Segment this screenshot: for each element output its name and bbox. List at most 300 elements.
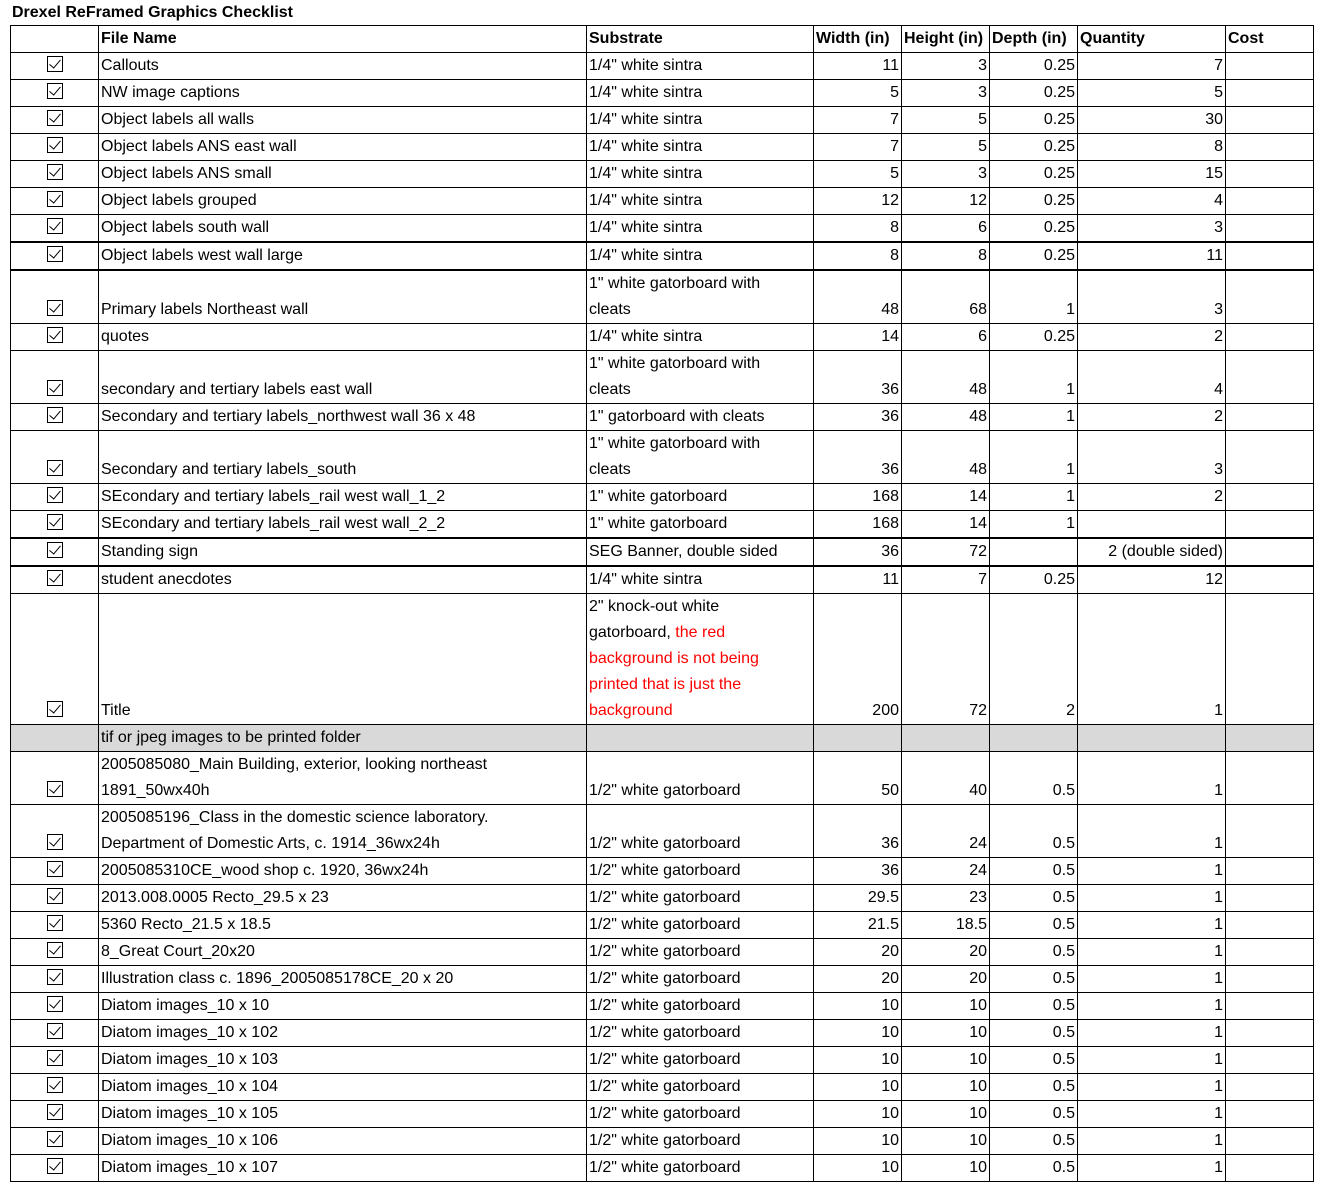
depth-cell: 0.5 bbox=[990, 912, 1078, 939]
file-name-cell: Diatom images_10 x 104 bbox=[99, 1074, 587, 1101]
substrate-cell: 1" white gatorboard bbox=[587, 511, 814, 539]
substrate-cell: 1/2" white gatorboard bbox=[587, 858, 814, 885]
quantity-cell: 1 bbox=[1078, 1047, 1226, 1074]
depth-cell: 0.5 bbox=[990, 1047, 1078, 1074]
height-cell: 10 bbox=[902, 1047, 990, 1074]
cost-cell bbox=[1226, 53, 1314, 80]
substrate-cell: 1/4" white sintra bbox=[587, 161, 814, 188]
table-row bbox=[11, 912, 1314, 939]
cost-cell bbox=[1226, 215, 1314, 243]
cost-cell bbox=[1226, 993, 1314, 1020]
width-cell: 36 bbox=[814, 805, 902, 858]
depth-cell bbox=[990, 538, 1078, 566]
checkbox-cell bbox=[11, 242, 99, 270]
table-row bbox=[11, 538, 1314, 566]
cost-cell bbox=[1226, 1047, 1314, 1074]
checked-checkbox-icon[interactable] bbox=[47, 861, 63, 877]
depth-cell: 0.25 bbox=[990, 161, 1078, 188]
quantity-cell: 1 bbox=[1078, 885, 1226, 912]
cost-cell bbox=[1226, 538, 1314, 566]
cost-cell bbox=[1226, 858, 1314, 885]
height-cell: 72 bbox=[902, 594, 990, 725]
width-cell: 20 bbox=[814, 966, 902, 993]
checkbox-cell bbox=[11, 80, 99, 107]
table-row bbox=[11, 752, 1314, 805]
checkbox-cell bbox=[11, 594, 99, 725]
table-row bbox=[11, 805, 1314, 858]
quantity-cell: 2 (double sided) bbox=[1078, 538, 1226, 566]
cost-cell bbox=[1226, 242, 1314, 270]
height-cell: 48 bbox=[902, 431, 990, 484]
height-cell: 7 bbox=[902, 566, 990, 594]
quantity-cell: 1 bbox=[1078, 966, 1226, 993]
checked-checkbox-icon[interactable] bbox=[47, 1023, 63, 1039]
substrate-cell: 1" white gatorboard bbox=[587, 484, 814, 511]
quantity-cell: 7 bbox=[1078, 53, 1226, 80]
quantity-cell: 2 bbox=[1078, 324, 1226, 351]
quantity-cell: 1 bbox=[1078, 1155, 1226, 1182]
checked-checkbox-icon[interactable] bbox=[47, 246, 63, 262]
file-name-cell-text: 2005085080_Main Building, exterior, looking northeast 1891_50wx40h bbox=[101, 756, 488, 799]
quantity-cell: 1 bbox=[1078, 858, 1226, 885]
table-row bbox=[11, 242, 1314, 270]
checkbox-cell bbox=[11, 538, 99, 566]
depth-cell: 0.5 bbox=[990, 939, 1078, 966]
table-row bbox=[11, 53, 1314, 80]
checked-checkbox-icon[interactable] bbox=[47, 191, 63, 207]
checked-checkbox-icon[interactable] bbox=[47, 1077, 63, 1093]
checkbox-cell bbox=[11, 161, 99, 188]
height-cell: 5 bbox=[902, 107, 990, 134]
checkbox-cell bbox=[11, 484, 99, 511]
checked-checkbox-icon[interactable] bbox=[47, 781, 63, 797]
table-row bbox=[11, 858, 1314, 885]
file-name-cell: Diatom images_10 x 107 bbox=[99, 1155, 587, 1182]
checked-checkbox-icon[interactable] bbox=[47, 83, 63, 99]
substrate-cell: 1/4" white sintra bbox=[587, 324, 814, 351]
width-cell: 10 bbox=[814, 993, 902, 1020]
table-row bbox=[11, 351, 1314, 404]
height-cell: 8 bbox=[902, 242, 990, 270]
table-row bbox=[11, 484, 1314, 511]
substrate-cell: 1/2" white gatorboard bbox=[587, 885, 814, 912]
width-cell: 12 bbox=[814, 188, 902, 215]
height-cell: 12 bbox=[902, 188, 990, 215]
width-cell: 36 bbox=[814, 431, 902, 484]
substrate-cell: 1/2" white gatorboard bbox=[587, 939, 814, 966]
height-cell: 10 bbox=[902, 1155, 990, 1182]
cost-cell bbox=[1226, 484, 1314, 511]
quantity-cell: 1 bbox=[1078, 1128, 1226, 1155]
height-cell: 10 bbox=[902, 1128, 990, 1155]
width-cell: 10 bbox=[814, 1101, 902, 1128]
checkbox-cell bbox=[11, 270, 99, 324]
substrate-cell: 1/2" white gatorboard bbox=[587, 752, 814, 805]
substrate-cell: 1/4" white sintra bbox=[587, 53, 814, 80]
quantity-cell: 1 bbox=[1078, 1074, 1226, 1101]
height-cell: 3 bbox=[902, 80, 990, 107]
file-name-cell: NW image captions bbox=[99, 80, 587, 107]
width-cell: 29.5 bbox=[814, 885, 902, 912]
height-cell: 20 bbox=[902, 966, 990, 993]
checked-checkbox-icon[interactable] bbox=[47, 1131, 63, 1147]
header-quantity: Quantity bbox=[1078, 26, 1226, 53]
height-cell: 40 bbox=[902, 752, 990, 805]
substrate-cell bbox=[587, 594, 814, 725]
group-empty-cell bbox=[814, 725, 902, 752]
header-height: Height (in) bbox=[902, 26, 990, 53]
checkbox-cell bbox=[11, 511, 99, 539]
table-row bbox=[11, 1020, 1314, 1047]
checked-checkbox-icon[interactable] bbox=[47, 218, 63, 234]
checkbox-cell bbox=[11, 993, 99, 1020]
cost-cell bbox=[1226, 404, 1314, 431]
checkbox-cell bbox=[11, 431, 99, 484]
header-file-name: File Name bbox=[99, 26, 587, 53]
checkbox-cell bbox=[11, 107, 99, 134]
file-name-cell: 8_Great Court_20x20 bbox=[99, 939, 587, 966]
depth-cell: 0.25 bbox=[990, 242, 1078, 270]
substrate-cell-text: 1" white gatorboard with cleats bbox=[589, 275, 761, 318]
checked-checkbox-icon[interactable] bbox=[47, 380, 63, 396]
height-cell: 20 bbox=[902, 939, 990, 966]
checked-checkbox-icon[interactable] bbox=[47, 460, 63, 476]
checked-checkbox-icon[interactable] bbox=[47, 834, 63, 850]
quantity-cell: 8 bbox=[1078, 134, 1226, 161]
cost-cell bbox=[1226, 1101, 1314, 1128]
table-row bbox=[11, 966, 1314, 993]
checked-checkbox-icon[interactable] bbox=[47, 969, 63, 985]
table-row-title bbox=[11, 594, 1314, 725]
table-row bbox=[11, 939, 1314, 966]
width-cell: 36 bbox=[814, 858, 902, 885]
checked-checkbox-icon[interactable] bbox=[47, 327, 63, 343]
checkbox-cell bbox=[11, 53, 99, 80]
checkbox-cell bbox=[11, 134, 99, 161]
table-row bbox=[11, 431, 1314, 484]
cost-cell bbox=[1226, 511, 1314, 539]
file-name-cell: Object labels all walls bbox=[99, 107, 587, 134]
file-name-cell: Diatom images_10 x 102 bbox=[99, 1020, 587, 1047]
file-name-cell: quotes bbox=[99, 324, 587, 351]
checked-checkbox-icon[interactable] bbox=[47, 407, 63, 423]
width-cell: 5 bbox=[814, 161, 902, 188]
substrate-cell: 1/4" white sintra bbox=[587, 188, 814, 215]
checked-checkbox-icon[interactable] bbox=[47, 1104, 63, 1120]
substrate-cell: 1/4" white sintra bbox=[587, 242, 814, 270]
depth-cell: 1 bbox=[990, 404, 1078, 431]
substrate-note bbox=[589, 594, 786, 724]
width-cell: 36 bbox=[814, 404, 902, 431]
header-check bbox=[11, 26, 99, 53]
cost-cell bbox=[1226, 270, 1314, 324]
width-cell: 10 bbox=[814, 1155, 902, 1182]
checkbox-cell bbox=[11, 858, 99, 885]
checkbox-cell bbox=[11, 966, 99, 993]
substrate-cell: 1/4" white sintra bbox=[587, 80, 814, 107]
depth-cell: 0.5 bbox=[990, 993, 1078, 1020]
table-row bbox=[11, 566, 1314, 594]
depth-cell: 0.5 bbox=[990, 1101, 1078, 1128]
substrate-cell: 1/2" white gatorboard bbox=[587, 1047, 814, 1074]
quantity-cell: 1 bbox=[1078, 912, 1226, 939]
checkbox-cell bbox=[11, 912, 99, 939]
substrate-cell: 1" gatorboard with cleats bbox=[587, 404, 814, 431]
group-row bbox=[11, 725, 1314, 752]
height-cell: 14 bbox=[902, 484, 990, 511]
height-cell: 18.5 bbox=[902, 912, 990, 939]
depth-cell: 0.5 bbox=[990, 1074, 1078, 1101]
checked-checkbox-icon[interactable] bbox=[47, 56, 63, 72]
table-row bbox=[11, 1128, 1314, 1155]
depth-cell: 0.5 bbox=[990, 1155, 1078, 1182]
quantity-cell: 4 bbox=[1078, 351, 1226, 404]
substrate-cell-text: 1" white gatorboard with cleats bbox=[589, 435, 761, 478]
table-row bbox=[11, 107, 1314, 134]
depth-cell: 1 bbox=[990, 511, 1078, 539]
depth-cell: 0.5 bbox=[990, 885, 1078, 912]
width-cell: 36 bbox=[814, 538, 902, 566]
quantity-cell: 3 bbox=[1078, 215, 1226, 243]
substrate-cell: 1/2" white gatorboard bbox=[587, 805, 814, 858]
checkbox-cell bbox=[11, 939, 99, 966]
file-name-cell: Primary labels Northeast wall bbox=[99, 270, 587, 324]
substrate-cell: 1/2" white gatorboard bbox=[587, 1020, 814, 1047]
width-cell: 10 bbox=[814, 1128, 902, 1155]
height-cell: 24 bbox=[902, 805, 990, 858]
checked-checkbox-icon[interactable] bbox=[47, 164, 63, 180]
table-row bbox=[11, 1101, 1314, 1128]
height-cell: 24 bbox=[902, 858, 990, 885]
height-cell: 68 bbox=[902, 270, 990, 324]
width-cell: 168 bbox=[814, 511, 902, 539]
file-name-cell bbox=[99, 805, 587, 858]
depth-cell: 0.25 bbox=[990, 566, 1078, 594]
substrate-cell: 1/2" white gatorboard bbox=[587, 966, 814, 993]
checked-checkbox-icon[interactable] bbox=[47, 110, 63, 126]
cost-cell bbox=[1226, 752, 1314, 805]
file-name-cell: Secondary and tertiary labels_south bbox=[99, 431, 587, 484]
depth-cell: 2 bbox=[990, 594, 1078, 725]
table-row bbox=[11, 511, 1314, 539]
substrate-cell bbox=[587, 351, 814, 404]
quantity-cell: 1 bbox=[1078, 1101, 1226, 1128]
width-cell: 21.5 bbox=[814, 912, 902, 939]
checked-checkbox-icon[interactable] bbox=[47, 137, 63, 153]
checked-checkbox-icon[interactable] bbox=[47, 1050, 63, 1066]
depth-cell: 0.25 bbox=[990, 107, 1078, 134]
file-name-cell: Standing sign bbox=[99, 538, 587, 566]
group-empty-cell bbox=[1226, 725, 1314, 752]
file-name-cell: student anecdotes bbox=[99, 566, 587, 594]
quantity-cell bbox=[1078, 511, 1226, 539]
checkbox-cell bbox=[11, 351, 99, 404]
file-name-cell: Diatom images_10 x 106 bbox=[99, 1128, 587, 1155]
file-name-cell: Object labels grouped bbox=[99, 188, 587, 215]
substrate-text: 2" knock-out white gatorboard, bbox=[589, 598, 720, 641]
checked-checkbox-icon[interactable] bbox=[47, 570, 63, 586]
file-name-cell: Secondary and tertiary labels_northwest wall 36 x 48 bbox=[99, 404, 587, 431]
checkbox-cell bbox=[11, 1074, 99, 1101]
file-name-cell: Illustration class c. 1896_2005085178CE_20 x 20 bbox=[99, 966, 587, 993]
width-cell: 10 bbox=[814, 1047, 902, 1074]
header-substrate: Substrate bbox=[587, 26, 814, 53]
substrate-cell-text: 1" white gatorboard with cleats bbox=[589, 355, 761, 398]
height-cell: 3 bbox=[902, 161, 990, 188]
depth-cell: 1 bbox=[990, 484, 1078, 511]
substrate-cell: 1/2" white gatorboard bbox=[587, 1128, 814, 1155]
table-row bbox=[11, 1047, 1314, 1074]
checkbox-cell bbox=[11, 215, 99, 243]
checkbox-cell bbox=[11, 1020, 99, 1047]
quantity-cell: 1 bbox=[1078, 805, 1226, 858]
quantity-cell: 3 bbox=[1078, 431, 1226, 484]
width-cell: 8 bbox=[814, 242, 902, 270]
checkbox-cell bbox=[11, 404, 99, 431]
cost-cell bbox=[1226, 566, 1314, 594]
substrate-cell bbox=[587, 270, 814, 324]
substrate-cell: 1/4" white sintra bbox=[587, 566, 814, 594]
cost-cell bbox=[1226, 1128, 1314, 1155]
cost-cell bbox=[1226, 594, 1314, 725]
cost-cell bbox=[1226, 188, 1314, 215]
table-row bbox=[11, 80, 1314, 107]
depth-cell: 0.25 bbox=[990, 215, 1078, 243]
header-row bbox=[11, 26, 1314, 53]
checked-checkbox-icon[interactable] bbox=[47, 542, 63, 558]
depth-cell: 0.25 bbox=[990, 134, 1078, 161]
red-note-text: the red background is not being printed that is just the background bbox=[589, 624, 759, 719]
quantity-cell: 1 bbox=[1078, 752, 1226, 805]
depth-cell: 1 bbox=[990, 351, 1078, 404]
group-empty-cell bbox=[902, 725, 990, 752]
width-cell: 10 bbox=[814, 1020, 902, 1047]
checkbox-cell bbox=[11, 188, 99, 215]
checkbox-cell bbox=[11, 1047, 99, 1074]
height-cell: 48 bbox=[902, 404, 990, 431]
checked-checkbox-icon[interactable] bbox=[47, 300, 63, 316]
table-row bbox=[11, 134, 1314, 161]
group-empty-cell bbox=[1078, 725, 1226, 752]
quantity-cell: 1 bbox=[1078, 939, 1226, 966]
quantity-cell: 15 bbox=[1078, 161, 1226, 188]
cost-cell bbox=[1226, 966, 1314, 993]
file-name-cell: 5360 Recto_21.5 x 18.5 bbox=[99, 912, 587, 939]
height-cell: 10 bbox=[902, 1101, 990, 1128]
header-width: Width (in) bbox=[814, 26, 902, 53]
file-name-cell: Callouts bbox=[99, 53, 587, 80]
quantity-cell: 2 bbox=[1078, 404, 1226, 431]
group-empty-cell bbox=[587, 725, 814, 752]
table-row bbox=[11, 885, 1314, 912]
depth-cell: 1 bbox=[990, 270, 1078, 324]
checkbox-cell bbox=[11, 752, 99, 805]
substrate-cell: 1/2" white gatorboard bbox=[587, 993, 814, 1020]
depth-cell: 0.5 bbox=[990, 1020, 1078, 1047]
header-cost: Cost bbox=[1226, 26, 1314, 53]
quantity-cell: 11 bbox=[1078, 242, 1226, 270]
table-row bbox=[11, 188, 1314, 215]
checkbox-cell bbox=[11, 1128, 99, 1155]
height-cell: 14 bbox=[902, 511, 990, 539]
file-name-cell: Object labels ANS east wall bbox=[99, 134, 587, 161]
cost-cell bbox=[1226, 324, 1314, 351]
cost-cell bbox=[1226, 134, 1314, 161]
substrate-cell: 1/2" white gatorboard bbox=[587, 1155, 814, 1182]
height-cell: 5 bbox=[902, 134, 990, 161]
file-name-cell: Object labels west wall large bbox=[99, 242, 587, 270]
width-cell: 11 bbox=[814, 53, 902, 80]
depth-cell: 0.5 bbox=[990, 966, 1078, 993]
group-empty-cell bbox=[990, 725, 1078, 752]
group-label: tif or jpeg images to be printed folder bbox=[99, 725, 587, 752]
checked-checkbox-icon[interactable] bbox=[47, 487, 63, 503]
quantity-cell: 1 bbox=[1078, 993, 1226, 1020]
file-name-cell: Diatom images_10 x 10 bbox=[99, 993, 587, 1020]
sheet-title: Drexel ReFramed Graphics Checklist bbox=[12, 4, 294, 21]
width-cell: 48 bbox=[814, 270, 902, 324]
width-cell: 200 bbox=[814, 594, 902, 725]
width-cell: 20 bbox=[814, 939, 902, 966]
depth-cell: 0.25 bbox=[990, 188, 1078, 215]
checkbox-cell bbox=[11, 324, 99, 351]
checked-checkbox-icon[interactable] bbox=[47, 888, 63, 904]
file-name-cell: Diatom images_10 x 105 bbox=[99, 1101, 587, 1128]
quantity-cell: 4 bbox=[1078, 188, 1226, 215]
depth-cell: 0.25 bbox=[990, 80, 1078, 107]
width-cell: 50 bbox=[814, 752, 902, 805]
checkbox-cell bbox=[11, 805, 99, 858]
width-cell: 14 bbox=[814, 324, 902, 351]
checked-checkbox-icon[interactable] bbox=[47, 942, 63, 958]
checked-checkbox-icon[interactable] bbox=[47, 514, 63, 530]
table-row bbox=[11, 161, 1314, 188]
cost-cell bbox=[1226, 805, 1314, 858]
file-name-cell: 2005085310CE_wood shop c. 1920, 36wx24h bbox=[99, 858, 587, 885]
width-cell: 11 bbox=[814, 566, 902, 594]
depth-cell: 0.25 bbox=[990, 324, 1078, 351]
checked-checkbox-icon[interactable] bbox=[47, 915, 63, 931]
width-cell: 168 bbox=[814, 484, 902, 511]
quantity-cell: 1 bbox=[1078, 1020, 1226, 1047]
checkbox-cell bbox=[11, 1101, 99, 1128]
substrate-cell: 1/2" white gatorboard bbox=[587, 1074, 814, 1101]
header-depth: Depth (in) bbox=[990, 26, 1078, 53]
file-name-cell: 2013.008.0005 Recto_29.5 x 23 bbox=[99, 885, 587, 912]
cost-cell bbox=[1226, 912, 1314, 939]
cost-cell bbox=[1226, 107, 1314, 134]
height-cell: 72 bbox=[902, 538, 990, 566]
height-cell: 6 bbox=[902, 324, 990, 351]
checked-checkbox-icon[interactable] bbox=[47, 996, 63, 1012]
width-cell: 7 bbox=[814, 107, 902, 134]
checked-checkbox-icon[interactable] bbox=[47, 1158, 63, 1174]
cost-cell bbox=[1226, 1020, 1314, 1047]
width-cell: 7 bbox=[814, 134, 902, 161]
depth-cell: 0.25 bbox=[990, 53, 1078, 80]
width-cell: 8 bbox=[814, 215, 902, 243]
checked-checkbox-icon[interactable] bbox=[47, 701, 63, 717]
substrate-cell: SEG Banner, double sided bbox=[587, 538, 814, 566]
height-cell: 10 bbox=[902, 1074, 990, 1101]
checkbox-cell bbox=[11, 1155, 99, 1182]
substrate-cell bbox=[587, 431, 814, 484]
quantity-cell: 12 bbox=[1078, 566, 1226, 594]
substrate-cell: 1/2" white gatorboard bbox=[587, 912, 814, 939]
cost-cell bbox=[1226, 351, 1314, 404]
cost-cell bbox=[1226, 80, 1314, 107]
width-cell: 36 bbox=[814, 351, 902, 404]
